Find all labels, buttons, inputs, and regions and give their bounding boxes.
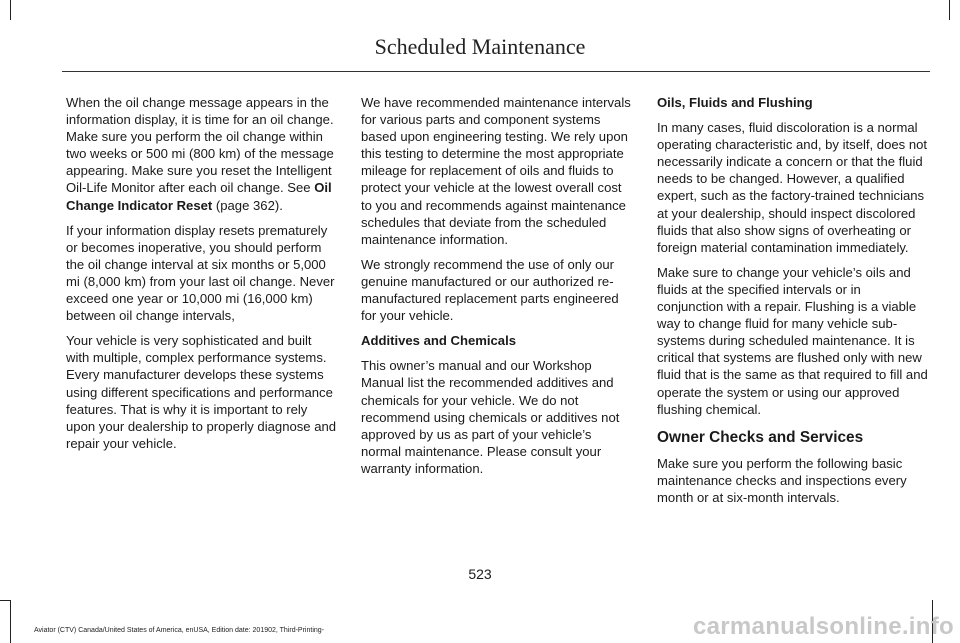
paragraph-text: When the oil change message appears in the information display, it is time for an oil change. Make sure you perform the oil change within two weeks or 500 mi (800 km) of the message appearing. Make sure you reset the Intelligent Oil-Life Monitor after each oil change. See [66, 95, 334, 196]
page-reference: (page 362). [212, 197, 283, 213]
crop-mark [949, 0, 950, 20]
page-number: 523 [468, 566, 492, 582]
crop-mark [10, 600, 11, 643]
column-middle [361, 94, 633, 485]
column-left [66, 94, 338, 460]
heading-oils-fluids-flushing: Oils, Fluids and Flushing [657, 95, 813, 110]
paragraph-basic-checks: Make sure you perform the following basic maintenance checks and inspections every month or at six-month intervals. [657, 455, 907, 505]
watermark: carmanualsonline.info [692, 613, 954, 640]
paragraph-oil-change-message [66, 94, 338, 214]
edition-footer: Aviator (CTV) Canada/United States of America, enUSA, Edition date: 201902, Third-Printing- [34, 627, 325, 634]
crop-mark [0, 600, 10, 601]
heading-additives-chemicals: Additives and Chemicals [361, 333, 516, 349]
paragraph-genuine-parts: We strongly recommend the use of only our genuine manufactured or our authorized re-manufactured replacement parts engineered for your vehicle. [361, 256, 619, 324]
paragraph-additives: This owner’s manual and our Workshop Manual list the recommended additives and chemicals for your vehicle. We do not recommend using chemicals or additives not approved by us as part of your vehicle’s normal maintenance. Please consult your warranty information. [361, 358, 620, 476]
crop-mark [10, 0, 11, 20]
paragraph-fluid-discoloration: In many cases, fluid discoloration is a normal operating characteristic and, by itself, does not necessarily indicate a concern or that the fluid needs to be changed. However, a qualified expert, such as the factory-trained technicians at your dealership, should inspect discolored fluids that also show signs of overheating or foreign material contamination immediately. [657, 120, 928, 255]
paragraph-display-resets: If your information display resets prematurely or becomes inoperative, you should perform the oil change interval at six months or 5,000 mi (8,000 km) from your last oil change. Never exceed one year or 10,000 mi (16,000 km) between oil change intervals, [66, 222, 335, 324]
paragraph-maintenance-intervals: We have recommended maintenance intervals for various parts and component systems based upon engineering testing. We rely upon this testing to determine the most appropriate mileage for replacement of oils and fluids to protect your vehicle at the lowest overall cost to you and recommends against maintenance schedules that deviate from the scheduled maintenance information. [361, 95, 631, 247]
heading-owner-checks: Owner Checks and Services [657, 428, 864, 446]
paragraph-change-fluids: Make sure to change your vehicle’s oils and fluids at the specified intervals or in conjunction with a repair. Flushing is a viable way to change fluid for many vehicle sub-systems during scheduled maintenance. It is critical that systems are flushed only with new fluid that is the same as that required to fill and operate the system or using our approved flushing chemical. [657, 264, 928, 417]
paragraph-sophisticated-vehicle: Your vehicle is very sophisticated and built with multiple, complex performance systems. Every manufacturer develops these systems using different specifications and performance features. That is why it is important to rely upon your dealership to properly diagnose and repair your vehicle. [66, 333, 337, 451]
column-right [657, 94, 929, 514]
page-title: Scheduled Maintenance [374, 34, 586, 59]
oil-change-indicator-reset-link[interactable]: Oil Change Indicator Reset [66, 180, 332, 213]
header-divider [62, 71, 930, 72]
